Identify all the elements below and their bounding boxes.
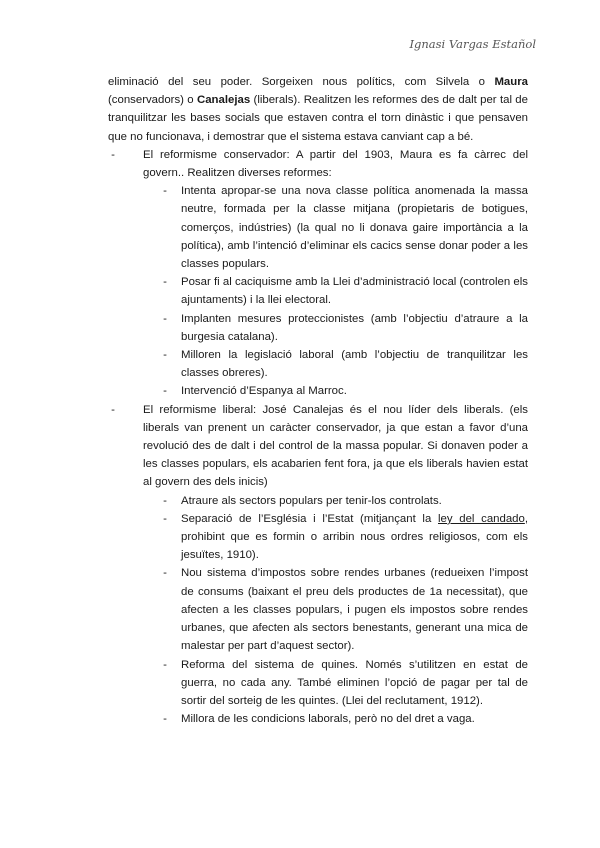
list-bullet: - bbox=[111, 148, 115, 161]
page-header-author: Ignasi Vargas Estañol bbox=[409, 37, 536, 51]
section-liberal-text: El reformisme liberal: José Canalejas és el nou líder dels liberals. (els liberals van prenent un caràcter conservador, ja que estan a favor d’una revolució des de dalt i del control de la massa popular. Si donaven poder a les classes populars, els acabarien fent fora, ja que els liberals havien estat al govern des dels inicis) bbox=[143, 403, 528, 489]
list-bullet: - bbox=[163, 185, 167, 198]
intro-bold-maura: Maura bbox=[494, 76, 528, 88]
section-liberal bbox=[111, 401, 528, 492]
list-bullet: - bbox=[163, 349, 167, 362]
list-bullet: - bbox=[163, 312, 167, 325]
intro-bold-canalejas: Canalejas bbox=[196, 94, 251, 107]
list-item bbox=[163, 656, 528, 711]
list-bullet: - bbox=[163, 512, 167, 525]
list-bullet: - bbox=[163, 385, 167, 398]
intro-paragraph bbox=[108, 73, 528, 146]
list-bullet: - bbox=[163, 494, 167, 507]
list-item bbox=[163, 510, 529, 565]
section-conservador bbox=[111, 146, 528, 182]
document-body bbox=[108, 73, 528, 728]
ley-del-candado-link[interactable]: ley del candado bbox=[438, 512, 525, 525]
list-item bbox=[163, 273, 528, 309]
intro-text-2: (conservadors) o bbox=[108, 94, 197, 107]
intro-text-1: eliminació del seu poder. Sorgeixen nous polítics, com Silvela o bbox=[108, 76, 495, 88]
list-bullet: - bbox=[163, 567, 167, 580]
intro-text-3: (liberals). Realitzen les reformes des de dalt per tal de tranquilitzar les bases socials que estaven contra el torn dinàstic i que pensaven que no funcionava, i demostrar que el sistema estava canviant cap a bé. bbox=[108, 94, 528, 143]
list-item-text-pre: Separació de l’Església i l’Estat (mitjançant la bbox=[181, 512, 438, 525]
list-item-text: Intenta apropar-se una nova classe política anomenada la massa neutre, formada per la classe mitjana (propietaris de botigues, comerços, indústries) (la qual no li donava gaire importància a la política), amb l’intenció d’eliminar els cacics sense donar poder a les classes populars. bbox=[181, 185, 528, 271]
list-bullet: - bbox=[111, 403, 115, 416]
list-item-text: Millora de les condicions laborals, però no del dret a vaga. bbox=[181, 713, 475, 726]
list-item bbox=[163, 346, 528, 382]
list-item bbox=[163, 710, 528, 728]
list-item bbox=[163, 310, 528, 346]
list-bullet: - bbox=[163, 713, 167, 726]
list-item-text: Reforma del sistema de quines. Només s’utilitzen en estat de guerra, no cada any. També eliminen l’opció de pagar per tal de sortir del sorteig de les quintes. (Llei del reclutament, 1912). bbox=[181, 658, 528, 707]
list-item bbox=[163, 182, 528, 273]
list-item bbox=[163, 382, 528, 400]
list-bullet: - bbox=[163, 276, 167, 289]
list-item-text: Posar fi al caciquisme amb la Llei d’administració local (controlen els ajuntaments) i la llei electoral. bbox=[181, 276, 528, 307]
list-item-text: Intervenció d’Espanya al Marroc. bbox=[181, 385, 347, 398]
list-item-text: Atraure als sectors populars per tenir-los controlats. bbox=[181, 494, 442, 507]
list-item-text: Implanten mesures proteccionistes (amb l’objectiu d’atraure a la burgesia catalana). bbox=[181, 312, 528, 343]
list-item-text: Milloren la legislació laboral (amb l’objectiu de tranquilitzar les classes obreres). bbox=[181, 349, 528, 380]
list-bullet: - bbox=[163, 658, 167, 671]
list-item bbox=[163, 564, 528, 655]
list-item-text: Nou sistema d’impostos sobre rendes urbanes (redueixen l’impost de consums (baixant el preu dels productes de 1a necessitat), que afecten a les classes populars, i pugen els impostos sobre rendes urbanes, que afecten als sectors benestants, generant una mica de malestar per part d’aquest sector). bbox=[181, 567, 528, 653]
list-item bbox=[163, 492, 528, 510]
section-conservador-text: El reformisme conservador: A partir del 1903, Maura es fa càrrec del govern.. Realitzen diverses reformes: bbox=[143, 148, 528, 180]
list-item-text-post: , prohibint que es formin o arribin nous ordres religiosos, com els jesuïtes, 1910). bbox=[181, 512, 529, 562]
